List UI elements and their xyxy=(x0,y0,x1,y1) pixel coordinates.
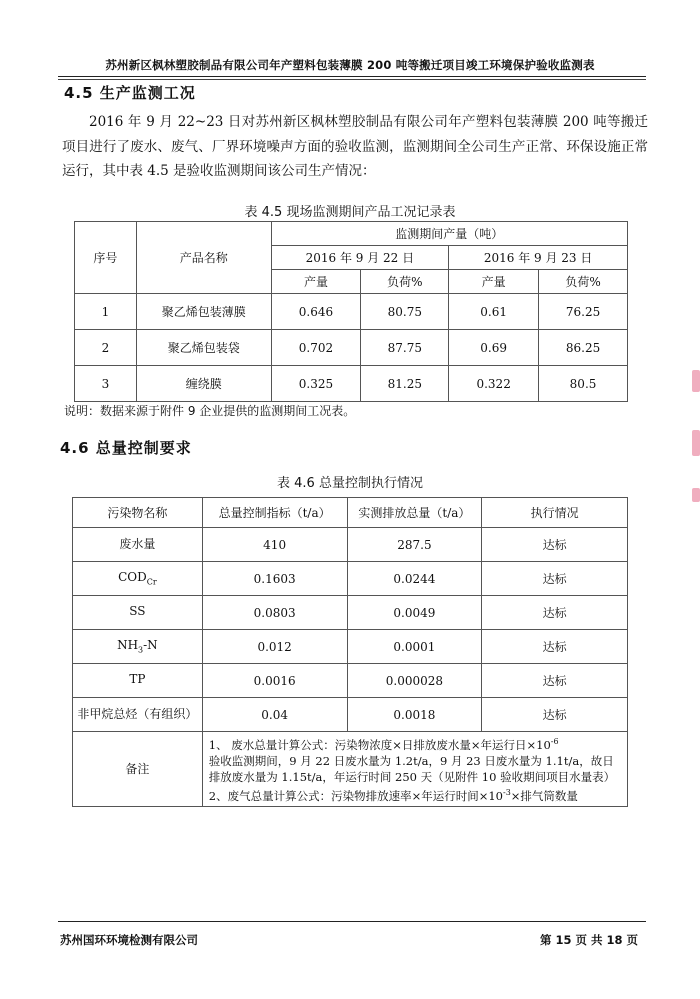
cell-status: 达标 xyxy=(482,698,628,732)
cell-pollutant: 非甲烷总烃（有组织） xyxy=(73,698,203,732)
remark-text: 1、 废水总量计算公式：污染物浓度×日排放废水量×年运行日$\times 10^{-6}$ 验收监测期间，9 月 22 日废水量为 1.2t/a，9 月 23 日废水量为 1.1t/a，故日排放废水量为 1.15t/a，年运行时间 250 天（见附件 10 验收期间项目水量表） 2、废气总量计算公式：污染物排放速率×年运行时间$\times 10^{-3}\times$排气筒数量 xyxy=(202,732,627,807)
seal-mark xyxy=(692,488,700,502)
table-row xyxy=(73,664,628,698)
cell-limit: 0.012 xyxy=(202,630,347,664)
cell-limit: 0.0803 xyxy=(202,596,347,630)
table-row xyxy=(73,630,628,664)
table-row xyxy=(73,528,628,562)
cell-product: 聚乙烯包装薄膜 xyxy=(136,294,271,330)
cell-output-2: 0.61 xyxy=(449,294,539,330)
table-note: 说明：数据来源于附件 9 企业提供的监测期间工况表。 xyxy=(64,404,356,418)
footer-rule xyxy=(58,921,646,922)
cell-load-1: 87.75 xyxy=(361,330,449,366)
section-paragraph: 2016 年 9 月 22~23 日对苏州新区枫林塑胶制品有限公司年产塑料包装薄膜 200 吨等搬迁项目进行了废水、废气、厂界环境噪声方面的验收监测，监测期间全公司生产正常、环保设施正常运行，其中表 4.5 是验收监测期间该公司生产情况： xyxy=(62,114,648,179)
cell-actual: 0.0001 xyxy=(347,630,482,664)
cell-status: 达标 xyxy=(482,664,628,698)
header-control-limit: 总量控制指标（t/a） xyxy=(202,498,347,528)
table-caption-4-5: 表 4.5 现场监测期间产品工况记录表 xyxy=(244,205,456,220)
remark-label: 备注 xyxy=(73,732,203,807)
cell-status: 达标 xyxy=(482,630,628,664)
header-rule-thin xyxy=(58,79,646,80)
remark-row xyxy=(73,732,628,807)
table-row xyxy=(75,366,628,402)
header-pollutant: 污染物名称 xyxy=(73,498,203,528)
header-date-1: 2016 年 9 月 22 日 xyxy=(271,246,449,270)
cell-output-1: 0.325 xyxy=(271,366,361,402)
cell-output-2: 0.69 xyxy=(449,330,539,366)
header-output-group: 监测期间产量（吨） xyxy=(271,222,627,246)
section-heading-4-6: 4.6 总量控制要求 xyxy=(60,439,192,457)
table-row xyxy=(73,596,628,630)
cell-limit: 0.04 xyxy=(202,698,347,732)
cell-output-1: 0.646 xyxy=(271,294,361,330)
cell-actual: 0.0018 xyxy=(347,698,482,732)
cell-status: 达标 xyxy=(482,596,628,630)
cell-limit: 0.1603 xyxy=(202,562,347,596)
footer-page-number: 第 15 页 共 18 页 xyxy=(540,933,639,947)
table-row xyxy=(73,698,628,732)
cell-pollutant: TP xyxy=(73,664,203,698)
table-row xyxy=(75,330,628,366)
footer-company: 苏州国环环境检测有限公司 xyxy=(60,933,198,947)
cell-actual: 287.5 xyxy=(347,528,482,562)
header-no: 序号 xyxy=(75,222,137,294)
cell-actual: 0.0049 xyxy=(347,596,482,630)
cell-actual: 0.0244 xyxy=(347,562,482,596)
header-product-name: 产品名称 xyxy=(136,222,271,294)
cell-product: 缠绕膜 xyxy=(136,366,271,402)
section-heading-4-5: 4.5 生产监测工况 xyxy=(64,84,196,102)
cell-load-2: 86.25 xyxy=(539,330,628,366)
header-output: 产量 xyxy=(449,270,539,294)
cell-pollutant: $NH_3-N$ xyxy=(73,630,203,664)
cell-load-2: 80.5 xyxy=(539,366,628,402)
header-status: 执行情况 xyxy=(482,498,628,528)
cell-output-1: 0.702 xyxy=(271,330,361,366)
table-caption-4-6: 表 4.6 总量控制执行情况 xyxy=(277,476,423,491)
cell-actual: 0.000028 xyxy=(347,664,482,698)
total-control-table xyxy=(72,497,628,807)
table-row xyxy=(75,294,628,330)
header-actual-emission: 实测排放总量（t/a） xyxy=(347,498,482,528)
header-load: 负荷% xyxy=(361,270,449,294)
cell-status: 达标 xyxy=(482,562,628,596)
cell-limit: 410 xyxy=(202,528,347,562)
header-date-2: 2016 年 9 月 23 日 xyxy=(449,246,628,270)
page-header-title: 苏州新区枫林塑胶制品有限公司年产塑料包装薄膜 200 吨等搬迁项目竣工环境保护验收监测表 xyxy=(105,58,595,72)
cell-pollutant: $COD_{Cr}$ xyxy=(73,562,203,596)
cell-no: 3 xyxy=(75,366,137,402)
seal-mark xyxy=(692,430,700,456)
cell-pollutant: 废水量 xyxy=(73,528,203,562)
header-rule xyxy=(58,76,646,77)
cell-no: 2 xyxy=(75,330,137,366)
cell-load-1: 80.75 xyxy=(361,294,449,330)
cell-load-1: 81.25 xyxy=(361,366,449,402)
cell-status: 达标 xyxy=(482,528,628,562)
cell-output-2: 0.322 xyxy=(449,366,539,402)
table-row xyxy=(73,562,628,596)
cell-product: 聚乙烯包装袋 xyxy=(136,330,271,366)
production-table xyxy=(74,221,628,402)
cell-no: 1 xyxy=(75,294,137,330)
cell-limit: 0.0016 xyxy=(202,664,347,698)
cell-pollutant: SS xyxy=(73,596,203,630)
header-load: 负荷% xyxy=(539,270,628,294)
seal-mark xyxy=(692,370,700,392)
header-output: 产量 xyxy=(271,270,361,294)
cell-load-2: 76.25 xyxy=(539,294,628,330)
